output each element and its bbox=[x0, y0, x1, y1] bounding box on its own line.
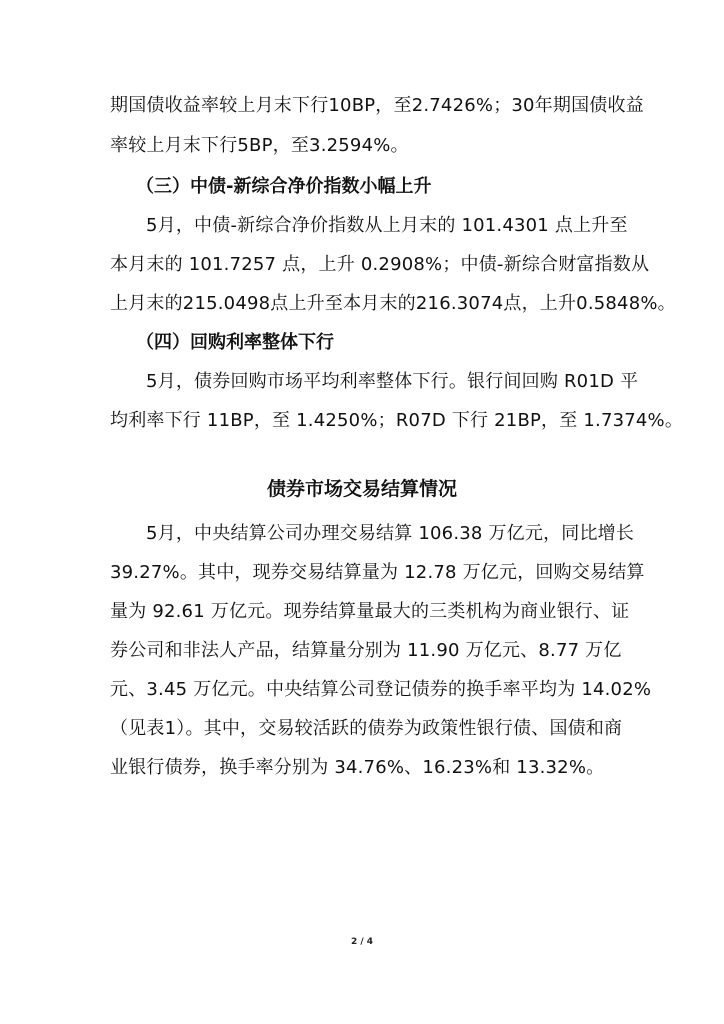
heading-3: （三）中债-新综合净价指数小幅上升 bbox=[136, 176, 432, 197]
paragraph-4-line-3: 量为 92.61 万亿元。现券结算量最大的三类机构为商业银行、证 bbox=[110, 601, 630, 622]
paragraph-4-line-2: 39.27%。其中，现券交易结算量为 12.78 万亿元，回购交易结算 bbox=[110, 562, 645, 583]
paragraph-4-line-1: 5月，中央结算公司办理交易结算 106.38 万亿元，同比增长 bbox=[146, 523, 635, 544]
paragraph-3-line-1: 5月，债券回购市场平均利率整体下行。银行间回购 R01D 平 bbox=[146, 371, 639, 392]
paragraph-4-line-4: 券公司和非法人产品，结算量分别为 11.90 万亿元、8.77 万亿 bbox=[110, 640, 622, 661]
paragraph-1-line-2: 率较上月末下行5BP，至3.2594%。 bbox=[110, 135, 409, 156]
paragraph-3-line-2: 均利率下行 11BP，至 1.4250%；R07D 下行 21BP，至 1.7374%。 bbox=[110, 410, 684, 431]
section-title: 债券市场交易结算情况 bbox=[266, 478, 457, 500]
paragraph-4-line-6: （见表1）。其中，交易较活跃的债券为政策性银行债、国债和商 bbox=[110, 718, 623, 739]
paragraph-2-line-3: 上月末的215.0498点上升至本月末的216.3074点，上升0.5848%。 bbox=[110, 293, 676, 314]
paragraph-4-line-5: 元、3.45 万亿元。中央结算公司登记债券的换手率平均为 14.02% bbox=[110, 679, 652, 700]
heading-4: （四）回购利率整体下行 bbox=[136, 332, 334, 353]
page-number: 2 / 4 bbox=[350, 937, 374, 947]
paragraph-2-line-2: 本月末的 101.7257 点，上升 0.2908%；中债-新综合财富指数从 bbox=[110, 254, 650, 275]
paragraph-4-line-7: 业银行债券，换手率分别为 34.76%、16.23%和 13.32%。 bbox=[110, 757, 605, 778]
paragraph-2-line-1: 5月，中债-新综合净价指数从上月末的 101.4301 点上升至 bbox=[146, 215, 628, 236]
paragraph-1-line-1: 期国债收益率较上月末下行10BP，至2.7426%；30年期国债收益 bbox=[110, 95, 644, 116]
